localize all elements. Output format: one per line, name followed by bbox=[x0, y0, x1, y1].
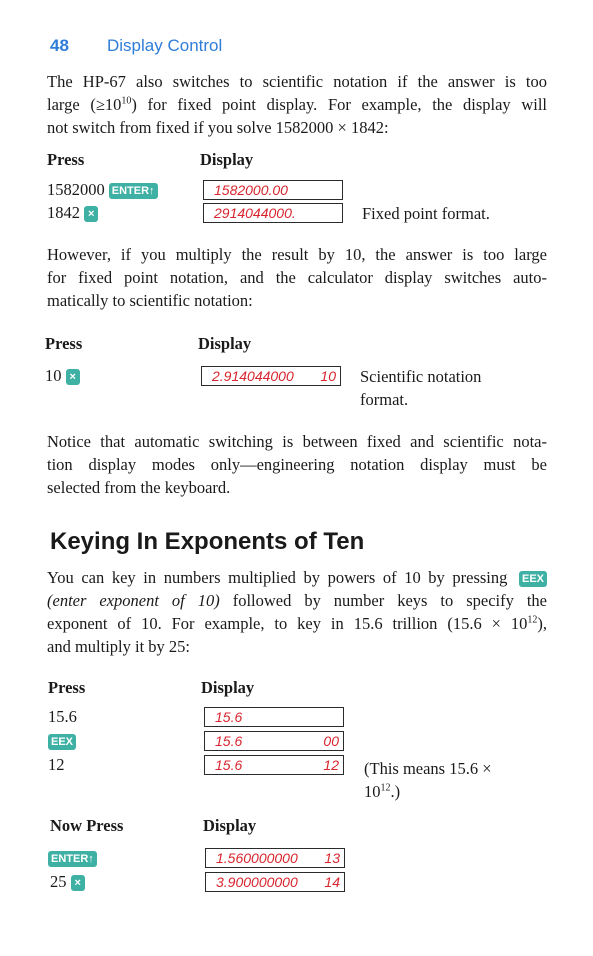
keystroke-row bbox=[44, 731, 76, 751]
text-line: ) for fixed point display. For example, the display will bbox=[131, 95, 547, 114]
page-number: 48 bbox=[50, 36, 69, 55]
press-column-header: Press bbox=[48, 678, 86, 697]
keystroke-row bbox=[50, 872, 85, 892]
press-column-header: Press bbox=[47, 150, 85, 169]
text-line: and multiply it by 25: bbox=[47, 637, 190, 656]
paragraph-3 bbox=[47, 430, 547, 499]
display-column-header: Display bbox=[203, 816, 257, 835]
display-column-header: Display bbox=[201, 678, 255, 697]
text-line: large (≥10 bbox=[47, 95, 122, 114]
multiply-key-icon: × bbox=[71, 875, 85, 891]
multiply-key-icon: × bbox=[84, 206, 98, 222]
calculator-display bbox=[201, 366, 341, 386]
note-line: (This means 15.6 × bbox=[364, 759, 492, 778]
text-line: exponent of 10. For example, to key in 15.6 trillion (15.6 × 10 bbox=[47, 614, 528, 633]
text-line: However, if you multiply the result by 10, the answer is too large bbox=[47, 245, 547, 264]
keystroke-input: 1582000 bbox=[47, 180, 105, 199]
enter-key-icon: ENTER↑ bbox=[48, 851, 97, 867]
text-line: not switch from fixed if you solve 1582000 × 1842: bbox=[47, 118, 389, 137]
superscript: 12 bbox=[527, 614, 538, 626]
display-exponent: 13 bbox=[324, 850, 340, 866]
keystroke-row bbox=[47, 203, 98, 223]
calculator-display bbox=[204, 755, 344, 775]
italic-text: (enter exponent of 10) bbox=[47, 591, 220, 610]
display-mantissa: 3.900000000 bbox=[216, 874, 298, 890]
text-line: Notice that automatic switching is between fixed and scientific nota- bbox=[47, 432, 547, 451]
text-line: You can key in numbers multiplied by powers of 10 by pressing bbox=[47, 568, 508, 587]
keystroke-row bbox=[48, 755, 65, 775]
display-mantissa: 2.914044000 bbox=[212, 368, 294, 384]
display-mantissa: 1582000.00 bbox=[214, 182, 288, 198]
calculator-display bbox=[204, 731, 344, 751]
calculator-display bbox=[204, 707, 344, 727]
display-exponent: 14 bbox=[324, 874, 340, 890]
keystroke-input: 25 bbox=[50, 872, 67, 891]
eex-key-icon: EEX bbox=[519, 571, 547, 587]
keystroke-row bbox=[48, 707, 77, 727]
note-line: .) bbox=[390, 782, 401, 801]
calculator-display bbox=[203, 203, 343, 223]
keystroke-input: 1842 bbox=[47, 203, 80, 222]
superscript: 12 bbox=[380, 782, 391, 794]
text-line: selected from the keyboard. bbox=[47, 478, 231, 497]
keystroke-input: 15.6 bbox=[48, 707, 77, 726]
note-line: 10 bbox=[364, 782, 381, 801]
display-mantissa: 1.560000000 bbox=[216, 850, 298, 866]
display-column-header: Display bbox=[200, 150, 254, 169]
display-exponent: 12 bbox=[323, 757, 339, 773]
multiply-key-icon: × bbox=[66, 369, 80, 385]
text-line: matically to scientific notation: bbox=[47, 291, 253, 310]
paragraph-4 bbox=[47, 566, 547, 658]
press-column-header: Press bbox=[45, 334, 83, 353]
display-mantissa: 15.6 bbox=[215, 733, 243, 749]
paragraph-1 bbox=[47, 70, 547, 139]
display-mantissa: 2914044000. bbox=[214, 205, 296, 221]
text-line: tion display modes only—engineering notation display must be bbox=[47, 455, 547, 474]
display-note bbox=[360, 365, 481, 411]
note-line: format. bbox=[360, 390, 409, 409]
display-mantissa: 15.6 bbox=[215, 757, 243, 773]
keystroke-input: 12 bbox=[48, 755, 65, 774]
text-line: followed by number keys to specify the bbox=[232, 591, 548, 610]
text-line: The HP-67 also switches to scientific notation if the answer is too bbox=[47, 72, 547, 91]
keystroke-row bbox=[44, 848, 97, 868]
display-note bbox=[364, 757, 492, 803]
superscript: 10 bbox=[121, 95, 132, 107]
display-note: Fixed point format. bbox=[362, 204, 490, 223]
running-header-title: Display Control bbox=[107, 36, 223, 55]
paragraph-2 bbox=[47, 243, 547, 312]
text-line: for fixed point notation, and the calculator display switches auto- bbox=[47, 268, 547, 287]
enter-key-icon: ENTER↑ bbox=[109, 183, 158, 199]
note-line: Scientific notation bbox=[360, 367, 482, 386]
keystroke-row bbox=[47, 180, 158, 200]
calculator-display bbox=[203, 180, 343, 200]
calculator-display bbox=[205, 848, 345, 868]
display-exponent: 10 bbox=[320, 368, 336, 384]
eex-key-icon: EEX bbox=[48, 734, 76, 750]
display-column-header: Display bbox=[198, 334, 252, 353]
calculator-display bbox=[205, 872, 345, 892]
section-heading: Keying In Exponents of Ten bbox=[50, 528, 365, 555]
display-mantissa: 15.6 bbox=[215, 709, 243, 725]
keystroke-row bbox=[45, 366, 80, 386]
text-line: ), bbox=[537, 614, 547, 633]
keystroke-input: 10 bbox=[45, 366, 62, 385]
display-exponent: 00 bbox=[323, 733, 339, 749]
now-press-column-header: Now Press bbox=[50, 816, 124, 835]
